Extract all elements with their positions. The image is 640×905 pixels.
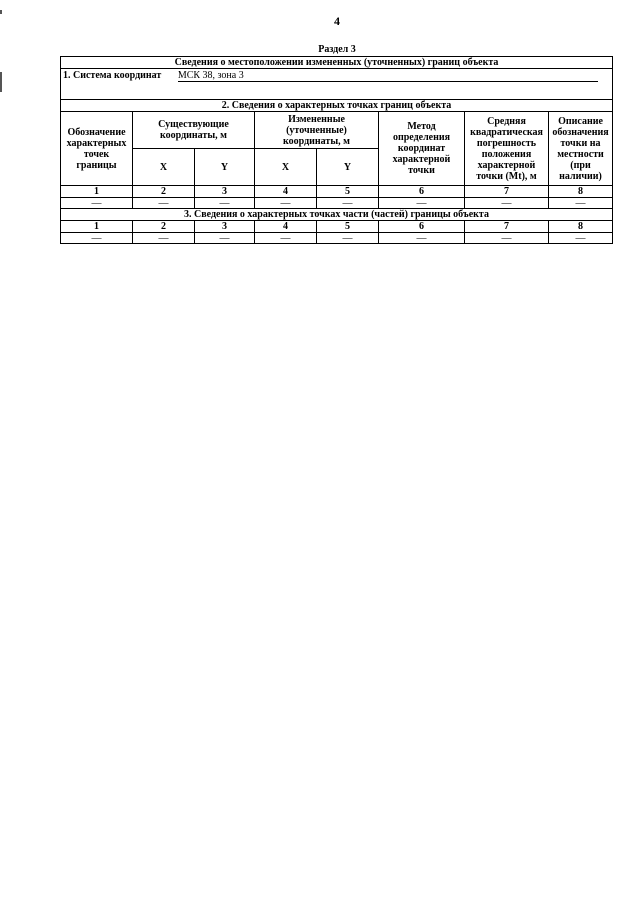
page-number: 4 [334,14,340,28]
column-number: 3 [195,221,255,233]
column-number-row [61,186,613,198]
header-existing-coordinates: Существующие координаты, м [133,112,255,149]
table-cell: — [379,198,465,209]
coordinate-system-value: МСК 38, зона 3 [178,71,598,82]
table-cell: — [465,233,549,244]
column-number: 7 [465,221,549,233]
header-existing-y: Y [195,149,255,186]
column-number: 6 [379,186,465,198]
column-number: 5 [317,186,379,198]
column-number: 4 [255,186,317,198]
table-row [61,233,613,244]
table-cell: — [317,198,379,209]
header-existing-x: X [133,149,195,186]
table-cell: — [379,233,465,244]
column-number: 2 [133,221,195,233]
table-cell: — [549,233,613,244]
column-number: 1 [61,186,133,198]
coordinate-system-row [61,69,613,100]
header-method: Метод определения координат характерной точки [379,112,465,186]
table-cell: — [549,198,613,209]
boundary-points-title: 2. Сведения о характерных точках границ объекта [61,100,613,112]
header-changed-coordinates: Измененные (уточненные) координаты, м [255,112,379,149]
table-cell: — [195,198,255,209]
header-accuracy: Средняя квадратическая погрешность положения характерной точки (Mt), м [465,112,549,186]
column-number: 6 [379,221,465,233]
header-changed-y: Y [317,149,379,186]
table-cell: — [61,233,133,244]
table-cell: — [195,233,255,244]
column-number: 7 [465,186,549,198]
header-designation: Обозначение характерных точек границы [61,112,133,186]
table-cell: — [465,198,549,209]
table-cell: — [255,198,317,209]
table-cell: — [61,198,133,209]
coordinate-system-label: 1. Система координат [63,70,162,81]
column-number-row [61,221,613,233]
scan-edge-mark [0,10,2,14]
boundary-table [60,56,613,244]
scan-edge-mark [0,72,2,92]
header-description: Описание обозначения точки на местности (при наличии) [549,112,613,186]
table-cell: — [255,233,317,244]
table-cell: — [133,198,195,209]
column-number: 8 [549,221,613,233]
table-cell: — [133,233,195,244]
column-number: 3 [195,186,255,198]
table-row [61,198,613,209]
header-changed-x: X [255,149,317,186]
column-number: 5 [317,221,379,233]
table-cell: — [317,233,379,244]
column-number: 4 [255,221,317,233]
section-title: Раздел 3 [318,44,356,55]
part-boundary-points-title: 3. Сведения о характерных точках части (частей) границы объекта [61,209,613,221]
table-title: Сведения о местоположении измененных (уточненных) границ объекта [61,57,613,69]
column-number: 2 [133,186,195,198]
column-number: 8 [549,186,613,198]
column-number: 1 [61,221,133,233]
